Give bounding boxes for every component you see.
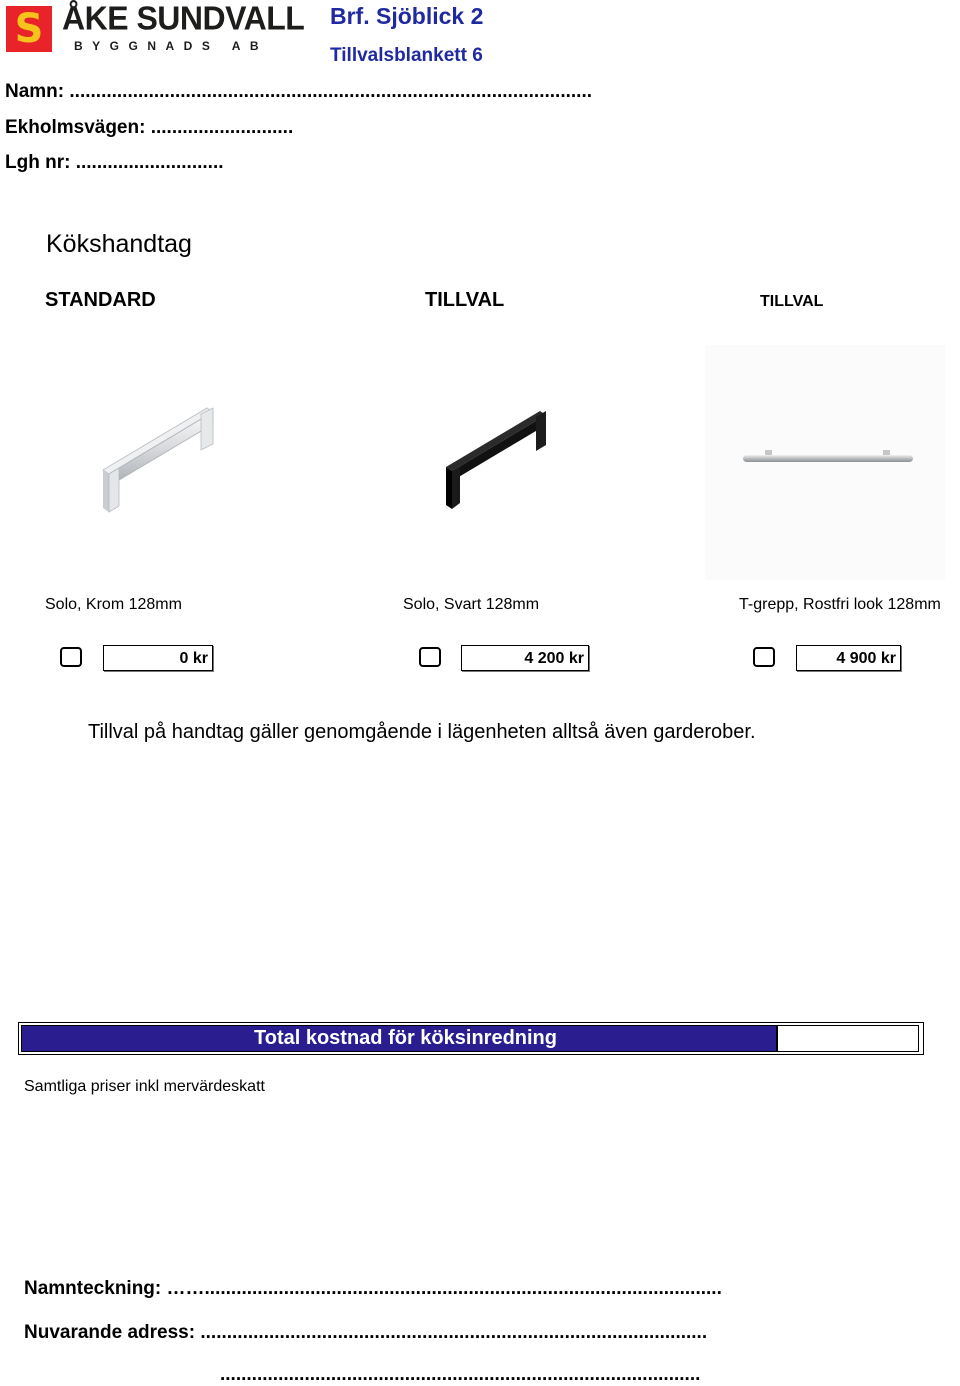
product-name-3: T-grepp, Rostfri look 128mm [739,596,941,613]
vat-note: Samtliga priser inkl mervärdeskatt [24,1078,265,1095]
apartment-field[interactable]: Lgh nr: ............................ [5,152,224,173]
address-field[interactable]: Nuvarande adress: ................................................................................................ [24,1322,708,1343]
total-cost-value[interactable] [777,1025,919,1052]
price-box-2: 4 200 kr [461,645,589,671]
chrome-handle-image [95,400,220,520]
column-header-standard: STANDARD [45,289,156,311]
total-cost-label: Total kostnad för köksinredning [254,1027,557,1049]
price-box-3: 4 900 kr [796,645,901,671]
company-logo [6,0,305,53]
column-header-option-2: TILLVAL [760,293,824,310]
price-box-1: 0 kr [103,645,213,671]
product-name-2: Solo, Svart 128mm [403,596,540,613]
column-header-option-1: TILLVAL [425,289,505,311]
document-title: Brf. Sjöblick 2 [330,3,484,29]
logo-badge [6,6,52,52]
logo-subtitle: BYGGNADS AB [74,39,269,53]
section-title: Kökshandtag [46,230,192,258]
document-subtitle: Tillvalsblankett 6 [330,45,483,66]
steel-handle-image [705,345,945,580]
name-field[interactable]: Namn: ................................................................................................... [5,81,592,102]
logo-letter: S [14,6,44,52]
street-field[interactable]: Ekholmsvägen: ........................... [5,117,294,138]
total-cost-row [18,1022,924,1055]
handle-note: Tillval på handtag gäller genomgående i lägenheten alltså även garderober. [88,721,756,743]
black-handle-image [440,405,555,515]
total-cost-label-bar [21,1025,777,1052]
option-checkbox-3[interactable] [753,647,775,667]
signature-field[interactable]: Namnteckning: …….................................................................................................. [24,1278,722,1299]
product-name-1: Solo, Krom 128mm [45,596,182,613]
logo-name: ÅKE SUNDVALL [62,0,305,37]
option-checkbox-1[interactable] [60,647,82,667]
option-checkbox-2[interactable] [419,647,441,667]
address-field-continued[interactable]: ........................................................................................... [220,1364,701,1385]
